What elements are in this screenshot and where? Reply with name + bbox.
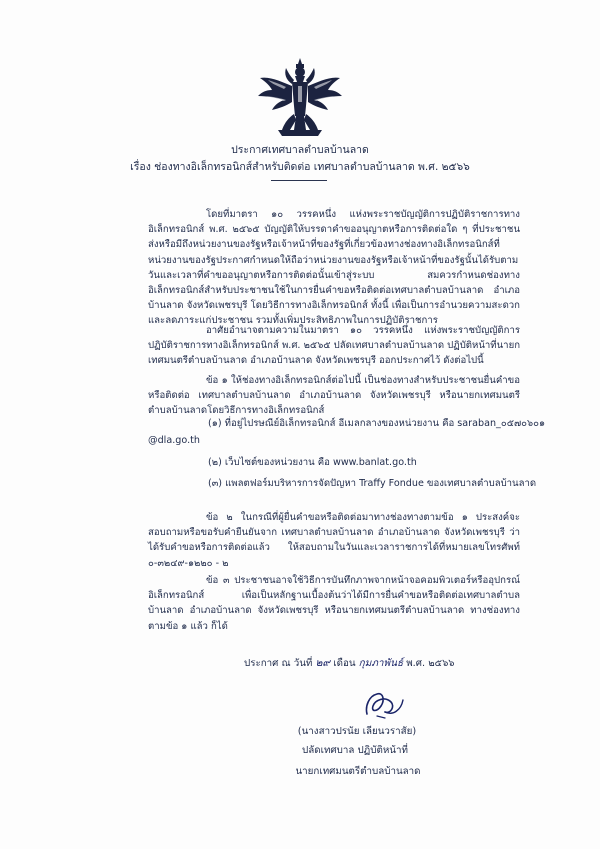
announcement-title: ประกาศเทศบาลตำบลบ้านลาด [231,144,369,156]
clause-1-text: ข้อ ๑ ให้ช่องทางอิเล็กทรอนิกส์ต่อไปนี้ เป็นช่องทางสำหรับประชาชนยื่นคำขอหรือติดต่อ เทศบาลตำบลบ้านลาด อำเภอบ้านลาด จังหวัดเพชรบุรี หรือนายกเทศมนตรีตำบลบ้านลาดโดยวิธีการทางอิเล็กทรอนิกส์ [148,375,520,417]
clause-3 [148,573,520,634]
signature-mark [355,682,415,724]
announcement-day: ๒๙ [315,657,331,669]
clause-1 [148,373,520,419]
channel-item-website: (๒) เว็บไซต์ของหน่วยงาน คือ www.banlat.go.th [208,457,417,468]
announced-at-label: ประกาศ ณ วันที่ [244,658,313,669]
clause-3-text: ข้อ ๓ ประชาชนอาจใช้วิธีการบันทึกภาพจากหน้าจอคอมพิวเตอร์หรืออุปกรณ์อิเล็กทรอนิกส์ เพื่อเป็นหลักฐานเบื้องต้นว่าได้มีการยื่นคำขอหรือติดต่อเทศบาลตำบลบ้านลาด อำเภอบ้านลาด จังหวัดเพชรบุรี หรือนายกเทศมนตรีตำบลบ้านลาด ทางช่องทางตามข้อ ๑ แล้ว ก็ได้ [148,575,520,632]
clause-2-text: ข้อ ๒ ในกรณีที่ผู้ยื่นคำขอหรือติดต่อมาทางช่องทางตามข้อ ๑ ประสงค์จะสอบถามหรือขอรับคำยืนยันจาก เทศบาลตำบลบ้านลาด อำเภอบ้านลาด จังหวัดเพชรบุรี ว่าได้รับคำขอหรือการติดต่อแล้ว ให้สอบถามในวันและเวลาราชการได้ที่หมายเลขโทรศัพท์ ๐-๓๒๔๙-๑๒๒๐ - ๒ [148,512,520,569]
paragraph-authority [148,323,520,369]
paragraph-authority-text: อาศัยอำนาจตามความในมาตรา ๑๐ วรรคหนึ่ง แห่งพระราชบัญญัติการปฏิบัติราชการทางอิเล็กทรอนิกส์ พ.ศ. ๒๕๖๕ ปลัดเทศบาลตำบลบ้านลาด ปฏิบัติหน้าที่นายกเทศมนตรีตำบลบ้านลาด อำเภอบ้านลาด จังหวัดเพชรบุรี ออกประกาศไว้ ดังต่อไปนี้ [148,325,520,367]
paragraph-preamble [148,207,520,329]
announcement-date [244,656,455,671]
announcement-year: พ.ศ. ๒๕๖๖ [406,658,455,669]
paragraph-preamble-text: โดยที่มาตรา ๑๐ วรรคหนึ่ง แห่งพระราชบัญญัติการปฏิบัติราชการทางอิเล็กทรอนิกส์ พ.ศ. ๒๕๖๕ บัญญัติให้บรรดาคำขออนุญาตหรือการติดต่อใด ๆ ที่ประชาชนส่งหรือมีถึงหน่วยงานของรัฐหรือเจ้าหน้าที่ของรัฐที่เกี่ยวข้องทางช่องทางอิเล็กทรอนิกส์ที่หน่วยงานของรัฐประกาศกำหนดให้ถือว่าหน่วยงานของรัฐหรือเจ้าหน้าที่ของรัฐนั้นได้รับตามวันและเวลาที่คำขออนุญาตหรือการติดต่อนั้นเข้าสู่ระบบ สมควรกำหนดช่องทางอิเล็กทรอนิกส์สำหรับประชาชนใช้ในการยื่นคำขอหรือติดต่อเทศบาลตำบลบ้านลาด อำเภอบ้านลาด จังหวัดเพชรบุรี โดยวิธีการทางอิเล็กทรอนิกส์ ทั้งนี้ เพื่อเป็นการอำนวยความสะดวกและลดภาระแก่ประชาชน รวมทั้งเพิ่มประสิทธิภาพในการปฏิบัติราชการ [148,209,520,327]
clause-2 [148,510,520,571]
month-label: เดือน [333,658,356,669]
signer-position: ปลัดเทศบาล ปฏิบัติหน้าที่ [302,745,408,756]
channel-item-email-domain: @dla.go.th [148,435,200,446]
channel-item-traffy: (๓) แพลตฟอร์มบริหารการจัดปัญหา Traffy Fondue ของเทศบาลตำบลบ้านลาด [208,478,537,489]
channel-item-email: (๑) ที่อยู่ไปรษณีย์อิเล็กทรอนิกส์ อีเมลกลางของหน่วยงาน คือ saraban_๐๕๗๐๖๐๑ [208,418,546,429]
garuda-emblem [256,56,344,138]
signer-name: (นางสาวปรนัย เลียนวราสัย) [297,726,417,737]
announcement-subject: เรื่อง ช่องทางอิเล็กทรอนิกส์สำหรับติดต่อ เทศบาลตำบลบ้านลาด พ.ศ. ๒๕๖๖ [130,161,470,173]
announcement-month: กุมภาพันธ์ [358,658,404,669]
signer-acting-position: นายกเทศมนตรีตำบลบ้านลาด [295,766,421,777]
title-divider [271,180,327,181]
